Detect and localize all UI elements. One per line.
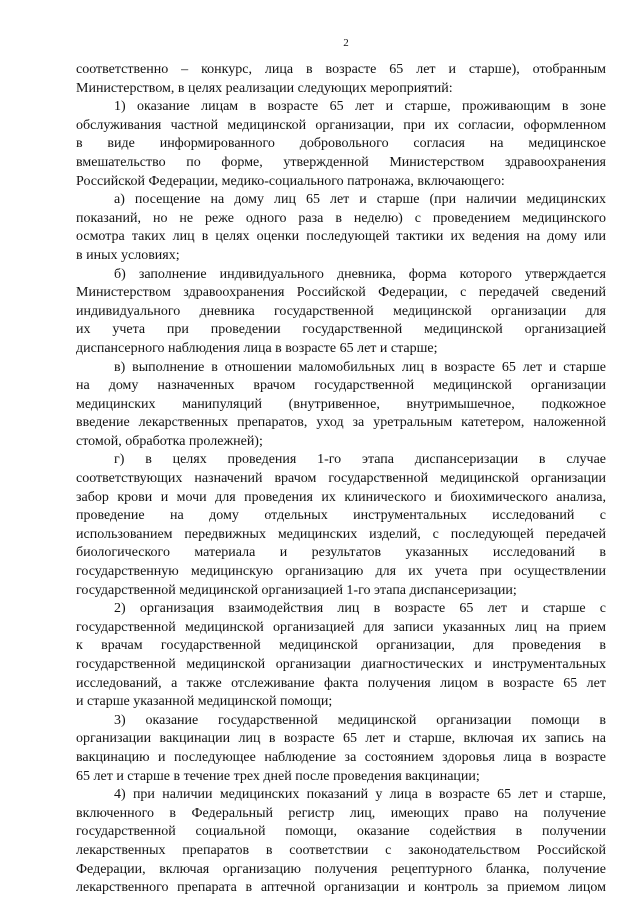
paragraph	[76, 712, 606, 786]
text-line: государственную медицинскую организацию для их учета при осуществлении	[76, 564, 606, 580]
text-line: Российской Федерации, медико-социального патронажа, включающего:	[76, 173, 505, 189]
text-line: проведение на дому отдельных инструментальных исследований с	[76, 508, 606, 524]
text-line: в иных условиях;	[76, 247, 180, 263]
text-line: лекарственных препаратов в соответствии с законодательством Российской	[76, 842, 606, 858]
text-line: соответствующих назначений врачом государственной медицинской организации	[76, 471, 606, 487]
text-line: вакцинацию и последующее наблюдение за состоянием здоровья лица в возрасте	[76, 749, 606, 765]
paragraph	[76, 191, 606, 265]
paragraph	[76, 451, 606, 600]
text-line: к врачам государственной медицинской организации, для проведения в	[76, 638, 606, 654]
text-line: организации вакцинации лиц в возрасте 65 лет и старше, включая их запись на	[76, 731, 606, 747]
text-line: вмешательство по форме, утвержденной Министерством здравоохранения	[76, 154, 606, 170]
text-line: Министерством, в целях реализации следующих мероприятий:	[76, 80, 453, 96]
text-line: показаний, но не реже одного раза в неделю) с проведением медицинского	[76, 210, 606, 226]
text-line: государственной медицинской организации диагностических и инструментальных	[76, 657, 606, 672]
text-line: соответственно – конкурс, лица в возрасте 65 лет и старше), отобранным	[76, 62, 606, 77]
text-line: Федерации, включая организацию получения рецептурного бланка, получение	[76, 861, 606, 877]
text-line: включенного в Федеральный регистр лиц, имеющих право на получение	[76, 805, 606, 821]
text-line: медицинских манипуляций (внутривенное, внутримышечное, подкожное	[76, 396, 606, 412]
paragraph	[76, 359, 606, 452]
text-line: в виде информированного добровольного согласия на медицинское	[76, 136, 606, 152]
text-line: 3) оказание государственной медицинской организации помощи в	[114, 712, 606, 728]
text-line: 1) оказание лицам в возрасте 65 лет и старше, проживающим в зоне	[114, 99, 606, 115]
text-line: биологического материала и результатов указанных исследований в	[76, 545, 606, 561]
paragraph	[76, 786, 606, 898]
text-line: 4) при наличии медицинских показаний у лица в возрасте 65 лет и старше,	[114, 787, 606, 803]
text-line: 65 лет и старше в течение трех дней после проведения вакцинации;	[76, 768, 480, 784]
text-line: в) выполнение в отношении маломобильных лиц в возрасте 65 лет и старше	[114, 359, 606, 375]
text-line: 2) организация взаимодействия лиц в возрасте 65 лет и старше с	[114, 601, 606, 617]
paragraph	[76, 98, 606, 191]
text-line: осмотра таких лиц в целях оценки последующей тактики их ведения на дому или	[76, 229, 606, 245]
page-number: 2	[343, 37, 349, 49]
text-line: исследований, а также отслеживание факта получения лицом в возрасте 65 лет	[76, 675, 606, 691]
paragraph	[76, 266, 606, 359]
text-line: государственной медицинской организацией для записи указанных лиц на прием	[76, 619, 606, 635]
paragraph	[76, 61, 606, 98]
text-line: введение лекарственных препаратов, уход за уретральным катетером, наложенной	[76, 415, 606, 431]
text-line: государственной медицинской организацией 1-го этапа диспансеризации;	[76, 582, 517, 598]
text-line: а) посещение на дому лиц 65 лет и старше (при наличии медицинских	[114, 192, 606, 208]
text-line: стомой, обработка пролежней);	[76, 433, 263, 449]
text-line: их учета при проведении государственной медицинской организацией	[76, 322, 606, 338]
document-body	[76, 61, 606, 898]
text-line: на дому назначенных врачом государственной медицинской организации	[76, 378, 606, 394]
text-line: забор крови и мочи для проведения их клинического и биохимического анализа,	[76, 489, 606, 505]
text-line: индивидуального дневника государственной медицинской организации для	[76, 303, 606, 319]
paragraph	[76, 600, 606, 712]
text-line: Министерством здравоохранения Российской Федерации, с передачей сведений	[76, 285, 606, 301]
text-line: диспансерного наблюдения лица в возрасте 65 лет и старше;	[76, 340, 438, 356]
text-line: обслуживания частной медицинской организации, при их согласии, оформленном	[76, 117, 606, 133]
text-line: использованием передвижных медицинских изделий, с последующей передачей	[76, 526, 606, 542]
text-line: б) заполнение индивидуального дневника, форма которого утверждается	[114, 266, 606, 282]
text-line: лекарственного препарата в аптечной организации и контроль за приемом лицом	[76, 880, 606, 896]
text-line: г) в целях проведения 1-го этапа диспансеризации в случае	[114, 452, 606, 468]
text-line: государственной социальной помощи, оказание содействия в получении	[76, 824, 606, 840]
text-line: и старше указанной медицинской помощи;	[76, 694, 333, 710]
